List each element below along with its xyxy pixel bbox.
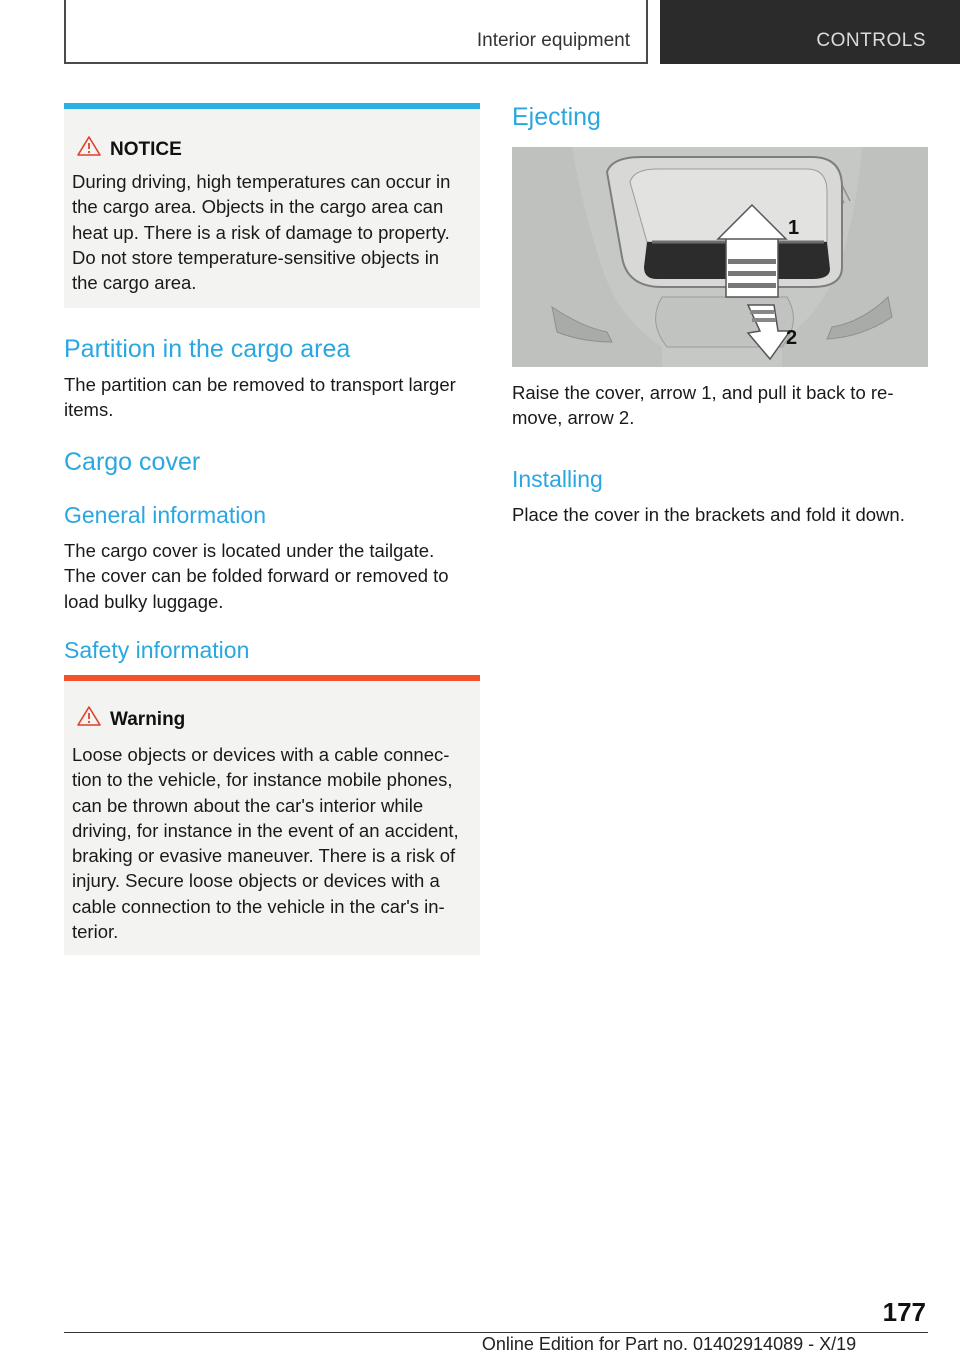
partition-heading: Partition in the cargo area	[64, 335, 351, 363]
ejecting-text	[512, 380, 928, 431]
arrow-1-label: 1	[788, 217, 800, 239]
installing-line: Place the cover in the brackets and fold it down.	[512, 504, 905, 525]
ejecting-line: move, arrow 2.	[512, 407, 635, 429]
installing-heading: Installing	[512, 466, 603, 492]
notice-line: Do not store temperature-sensitive objects in	[72, 246, 440, 268]
cargo-cover-heading: Cargo cover	[64, 448, 201, 476]
footer-edition: Online Edition for Part no. 01402914089 - X/19	[481, 1334, 857, 1354]
general-line: The cover can be folded forward or removed to	[64, 565, 449, 587]
notice-text	[72, 169, 472, 295]
header-section-title: Interior equipment	[476, 30, 630, 51]
warning-line: braking or evasive maneuver. There is a risk of	[72, 845, 456, 867]
general-information-heading: General information	[64, 502, 266, 528]
notice-line: During driving, high temperatures can occur in	[72, 171, 451, 192]
general-information-text	[64, 538, 480, 614]
arrow-2-label: 2	[786, 327, 798, 349]
warning-title: Warning	[110, 709, 186, 730]
notice-line: heat up. There is a risk of damage to property.	[72, 221, 450, 243]
partition-line: The partition can be removed to transport larger	[64, 374, 456, 395]
page-number: 177	[882, 1297, 926, 1327]
warning-text	[72, 742, 472, 944]
general-line: The cargo cover is located under the tailgate.	[64, 540, 435, 561]
installing-text	[512, 502, 928, 527]
warning-line: tion to the vehicle, for instance mobile phones,	[72, 769, 453, 791]
notice-box	[64, 103, 480, 308]
warning-line: driving, for instance in the event of an accident,	[72, 819, 459, 841]
safety-information-heading: Safety information	[64, 637, 250, 663]
partition-line: items.	[64, 399, 114, 421]
header-chapter-title: CONTROLS	[816, 30, 926, 51]
warning-box	[64, 675, 480, 955]
ejecting-line: Raise the cover, arrow 1, and pull it back to re-	[512, 382, 894, 403]
notice-title: NOTICE	[110, 139, 182, 160]
header-chapter-tab	[660, 0, 960, 64]
warning-line: terior.	[72, 921, 119, 943]
warning-triangle-icon	[76, 135, 102, 157]
header-section-tab	[64, 0, 648, 64]
notice-line: the cargo area.	[72, 272, 197, 294]
warning-line: injury. Secure loose objects or devices with a	[72, 870, 440, 892]
general-line: load bulky luggage.	[64, 590, 224, 612]
warning-line: cable connection to the vehicle in the car's in-	[72, 895, 445, 917]
warning-triangle-icon	[76, 705, 102, 727]
cargo-cover-illustration	[512, 147, 928, 367]
notice-line: the cargo area. Objects in the cargo area can	[72, 196, 444, 218]
partition-text	[64, 372, 480, 423]
footer-divider	[64, 1332, 928, 1333]
warning-line: Loose objects or devices with a cable connec-	[72, 744, 450, 765]
warning-line: can be thrown about the car's interior while	[72, 794, 424, 816]
ejecting-heading: Ejecting	[512, 103, 601, 131]
car-rear-cargo-drawing	[512, 147, 928, 367]
